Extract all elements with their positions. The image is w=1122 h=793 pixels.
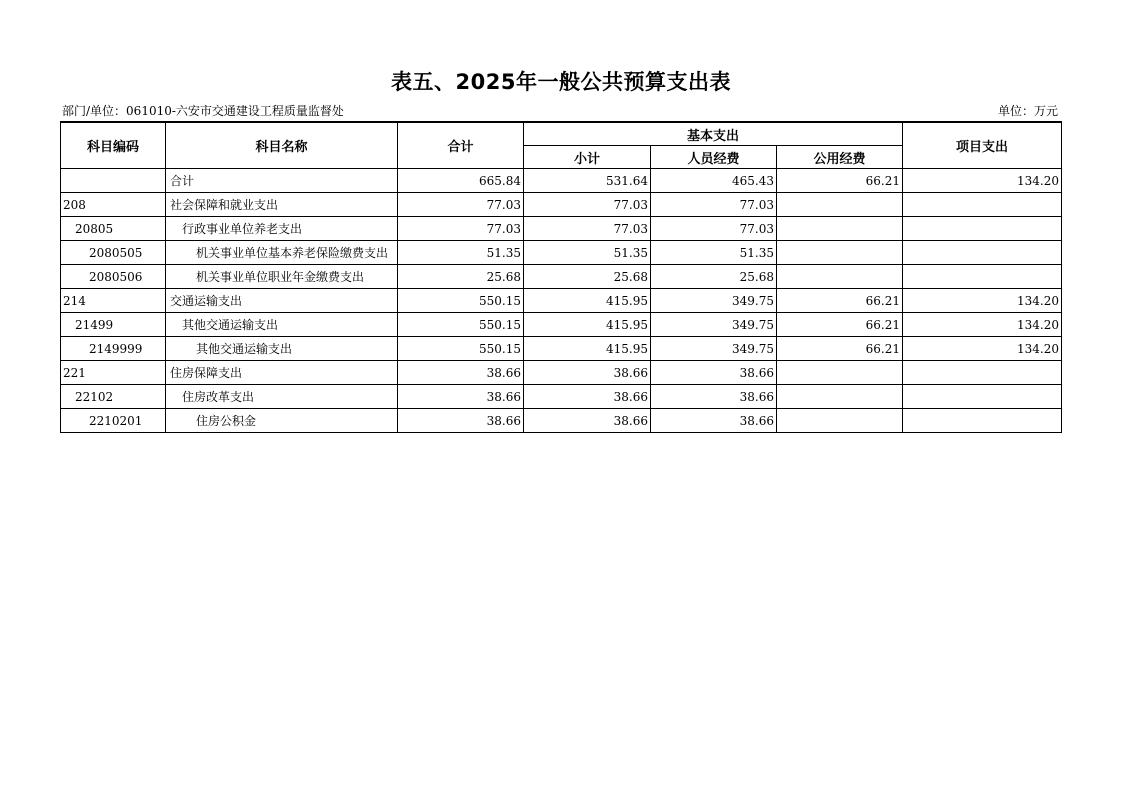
cell-code: 2080505 bbox=[61, 241, 166, 265]
header-personnel: 人员经费 bbox=[651, 146, 777, 169]
header-subtotal: 小计 bbox=[524, 146, 651, 169]
page-title: 表五、2025年一般公共预算支出表 bbox=[391, 70, 731, 94]
cell-public bbox=[777, 361, 903, 385]
cell-total: 38.66 bbox=[398, 409, 524, 433]
cell-personnel: 38.66 bbox=[651, 361, 777, 385]
cell-name: 其他交通运输支出 bbox=[166, 313, 398, 337]
unit-label: 单位：万元 bbox=[997, 104, 1058, 118]
cell-total: 38.66 bbox=[398, 361, 524, 385]
cell-subtotal: 415.95 bbox=[524, 337, 651, 361]
cell-personnel: 465.43 bbox=[651, 169, 777, 193]
cell-name: 机关事业单位基本养老保险缴费支出 bbox=[166, 241, 398, 265]
cell-code: 221 bbox=[61, 361, 166, 385]
cell-code: 20805 bbox=[61, 217, 166, 241]
header-code: 科目编码 bbox=[61, 122, 166, 169]
cell-name: 合计 bbox=[166, 169, 398, 193]
cell-project bbox=[903, 241, 1062, 265]
cell-project bbox=[903, 385, 1062, 409]
header-basic: 基本支出 bbox=[524, 122, 903, 146]
header-total: 合计 bbox=[398, 122, 524, 169]
cell-public bbox=[777, 193, 903, 217]
cell-total: 77.03 bbox=[398, 217, 524, 241]
header-public: 公用经费 bbox=[777, 146, 903, 169]
cell-total: 25.68 bbox=[398, 265, 524, 289]
cell-personnel: 25.68 bbox=[651, 265, 777, 289]
cell-subtotal: 38.66 bbox=[524, 409, 651, 433]
cell-name: 行政事业单位养老支出 bbox=[166, 217, 398, 241]
cell-subtotal: 38.66 bbox=[524, 361, 651, 385]
cell-total: 550.15 bbox=[398, 289, 524, 313]
cell-subtotal: 415.95 bbox=[524, 289, 651, 313]
table-row bbox=[61, 169, 1062, 193]
cell-public: 66.21 bbox=[777, 169, 903, 193]
cell-total: 51.35 bbox=[398, 241, 524, 265]
cell-code: 2080506 bbox=[61, 265, 166, 289]
header-project: 项目支出 bbox=[903, 122, 1062, 169]
cell-name: 住房公积金 bbox=[166, 409, 398, 433]
cell-project: 134.20 bbox=[903, 313, 1062, 337]
cell-total: 38.66 bbox=[398, 385, 524, 409]
cell-name: 社会保障和就业支出 bbox=[166, 193, 398, 217]
cell-subtotal: 51.35 bbox=[524, 241, 651, 265]
cell-code: 208 bbox=[61, 193, 166, 217]
table-row bbox=[61, 193, 1062, 217]
table-row bbox=[61, 337, 1062, 361]
cell-personnel: 77.03 bbox=[651, 193, 777, 217]
cell-code: 214 bbox=[61, 289, 166, 313]
table-row bbox=[61, 409, 1062, 433]
cell-subtotal: 415.95 bbox=[524, 313, 651, 337]
cell-personnel: 349.75 bbox=[651, 337, 777, 361]
header-name: 科目名称 bbox=[166, 122, 398, 169]
cell-project: 134.20 bbox=[903, 169, 1062, 193]
table-row bbox=[61, 361, 1062, 385]
budget-table bbox=[60, 121, 1062, 433]
cell-public: 66.21 bbox=[777, 337, 903, 361]
table-row bbox=[61, 385, 1062, 409]
cell-name: 其他交通运输支出 bbox=[166, 337, 398, 361]
cell-personnel: 38.66 bbox=[651, 409, 777, 433]
cell-total: 665.84 bbox=[398, 169, 524, 193]
cell-total: 77.03 bbox=[398, 193, 524, 217]
cell-name: 机关事业单位职业年金缴费支出 bbox=[166, 265, 398, 289]
table-header bbox=[61, 122, 1062, 169]
table-row bbox=[61, 265, 1062, 289]
table-row bbox=[61, 313, 1062, 337]
cell-code: 21499 bbox=[61, 313, 166, 337]
table-row bbox=[61, 289, 1062, 313]
cell-public bbox=[777, 409, 903, 433]
cell-personnel: 38.66 bbox=[651, 385, 777, 409]
cell-project bbox=[903, 265, 1062, 289]
cell-project bbox=[903, 361, 1062, 385]
cell-project bbox=[903, 217, 1062, 241]
cell-code: 22102 bbox=[61, 385, 166, 409]
cell-code bbox=[61, 169, 166, 193]
cell-code: 2210201 bbox=[61, 409, 166, 433]
cell-public bbox=[777, 217, 903, 241]
cell-personnel: 51.35 bbox=[651, 241, 777, 265]
cell-name: 住房改革支出 bbox=[166, 385, 398, 409]
cell-subtotal: 25.68 bbox=[524, 265, 651, 289]
department-label: 部门/单位：061010-六安市交通建设工程质量监督处 bbox=[62, 104, 344, 118]
table-row bbox=[61, 217, 1062, 241]
cell-public: 66.21 bbox=[777, 289, 903, 313]
cell-public bbox=[777, 241, 903, 265]
cell-project bbox=[903, 409, 1062, 433]
cell-personnel: 349.75 bbox=[651, 289, 777, 313]
cell-subtotal: 38.66 bbox=[524, 385, 651, 409]
cell-public bbox=[777, 265, 903, 289]
cell-code: 2149999 bbox=[61, 337, 166, 361]
cell-personnel: 77.03 bbox=[651, 217, 777, 241]
cell-project bbox=[903, 193, 1062, 217]
cell-subtotal: 77.03 bbox=[524, 217, 651, 241]
cell-subtotal: 531.64 bbox=[524, 169, 651, 193]
cell-personnel: 349.75 bbox=[651, 313, 777, 337]
cell-total: 550.15 bbox=[398, 337, 524, 361]
cell-name: 交通运输支出 bbox=[166, 289, 398, 313]
cell-public: 66.21 bbox=[777, 313, 903, 337]
cell-subtotal: 77.03 bbox=[524, 193, 651, 217]
cell-public bbox=[777, 385, 903, 409]
table-row bbox=[61, 241, 1062, 265]
cell-project: 134.20 bbox=[903, 337, 1062, 361]
cell-total: 550.15 bbox=[398, 313, 524, 337]
table-body bbox=[61, 169, 1062, 433]
cell-name: 住房保障支出 bbox=[166, 361, 398, 385]
cell-project: 134.20 bbox=[903, 289, 1062, 313]
